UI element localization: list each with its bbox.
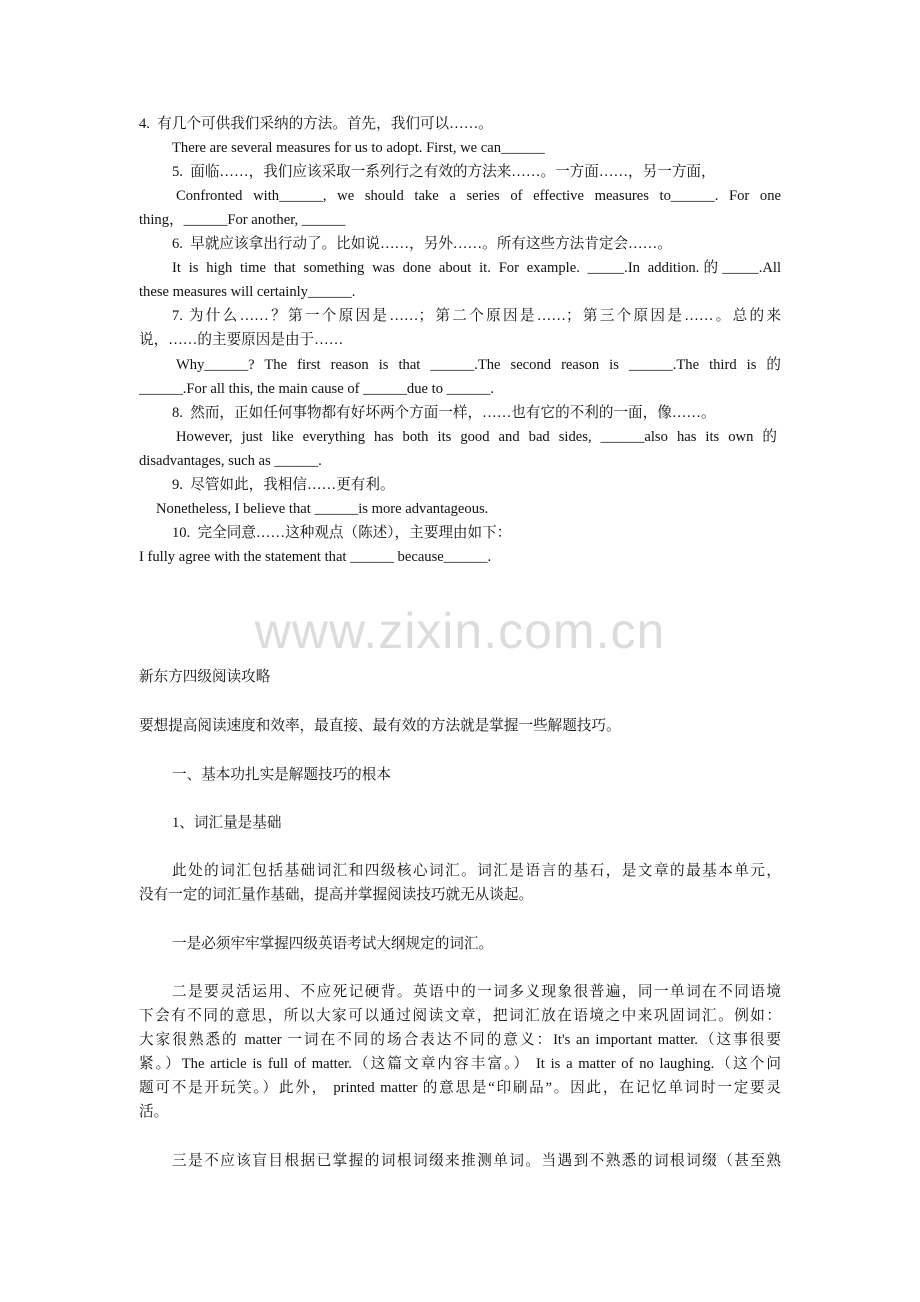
- phrase-10-cn: 10. 完全同意……这种观点（陈述），主要理由如下：: [172, 525, 512, 541]
- para-point-two-line6: 活。: [139, 1104, 169, 1120]
- phrase-6-cn: 6. 早就应该拿出行动了。比如说……，另外……。所有这些方法肯定会……。: [172, 236, 672, 252]
- article-title: 新东方四级阅读攻略: [139, 669, 271, 685]
- phrase-5-cn: 5. 面临……，我们应该采取一系列行之有效的方法来……。一方面……，另一方面，: [172, 164, 716, 180]
- para-vocab-line1: 此处的词汇包括基础词汇和四级核心词汇。词汇是语言的基石，是文章的最基本单元，: [172, 863, 781, 879]
- phrase-6-en-line2: these measures will certainly______.: [139, 284, 356, 300]
- phrase-7-cn-line2: 说，……的主要原因是由于……: [139, 332, 344, 348]
- phrase-5-en-line1: Confronted with______, we should take a series of effective measures to______. For one: [176, 188, 781, 204]
- para-point-two-line2: 下会有不同的意思，所以大家可以通过阅读文章，把词汇放在语境之中来巩固词汇。例如：: [139, 1008, 781, 1024]
- phrase-6-en-line1: It is high time that something was done about it. For example. _____.In addition.的_____.All: [172, 260, 781, 276]
- heading-vocabulary: 1、词汇量是基础: [172, 815, 282, 831]
- phrase-8-en-line1: However, just like everything has both its good and bad sides, ______also has its own 的: [176, 429, 777, 445]
- phrase-7-en-line1: Why______? The first reason is that ______.The second reason is ______.The third is 的: [176, 357, 781, 373]
- para-point-three-line1: 三是不应该盲目根据已掌握的词根词缀来推测单词。当遇到不熟悉的词根词缀（甚至熟: [172, 1153, 781, 1169]
- watermark: www.zixin.com.cn: [254, 603, 666, 659]
- phrase-9-en: Nonetheless, I believe that ______is more advantageous.: [156, 501, 489, 517]
- para-vocab-line2: 没有一定的词汇量作基础，提高并掌握阅读技巧就无从谈起。: [139, 887, 534, 903]
- phrase-7-en-line2: ______.For all this, the main cause of ______due to ______.: [139, 381, 495, 397]
- phrase-4-en: There are several measures for us to adopt. First, we can______: [172, 140, 545, 156]
- article-intro: 要想提高阅读速度和效率，最直接、最有效的方法就是掌握一些解题技巧。: [139, 718, 621, 734]
- para-point-two-line5: 题可不是开玩笑。）此外， printed matter 的意思是“印刷品”。因此，在记忆单词时一定要灵: [139, 1080, 781, 1096]
- phrase-8-en-line2: disadvantages, such as ______.: [139, 453, 322, 469]
- phrase-10-en: I fully agree with the statement that ______ because______.: [139, 549, 492, 565]
- para-point-two-line4: 紧。）The article is full of matter.（这篇文章内容丰富。） It is a matter of no laughing.（这个问: [139, 1056, 781, 1072]
- phrase-9-cn: 9. 尽管如此，我相信……更有利。: [172, 477, 395, 493]
- phrase-4-cn: 4. 有几个可供我们采纳的方法。首先，我们可以……。: [139, 116, 493, 132]
- phrase-7-cn-line1: 7. 为什么……？第一个原因是……；第二个原因是……；第三个原因是……。总的来: [172, 308, 781, 324]
- phrase-5-en-line2: thing，______For another, ______: [139, 212, 346, 228]
- para-point-two-line1: 二是要灵活运用、不应死记硬背。英语中的一词多义现象很普遍，同一单词在不同语境: [172, 984, 781, 1000]
- phrase-8-cn: 8. 然而，正如任何事物都有好坏两个方面一样，……也有它的不利的一面，像……。: [172, 405, 716, 421]
- para-point-one: 一是必须牢牢掌握四级英语考试大纲规定的词汇。: [172, 936, 494, 952]
- para-point-two-line3: 大家很熟悉的 matter 一词在不同的场合表达不同的意义：It's an important matter.（这事很要: [139, 1032, 781, 1048]
- heading-fundamentals: 一、基本功扎实是解题技巧的根本: [172, 767, 391, 783]
